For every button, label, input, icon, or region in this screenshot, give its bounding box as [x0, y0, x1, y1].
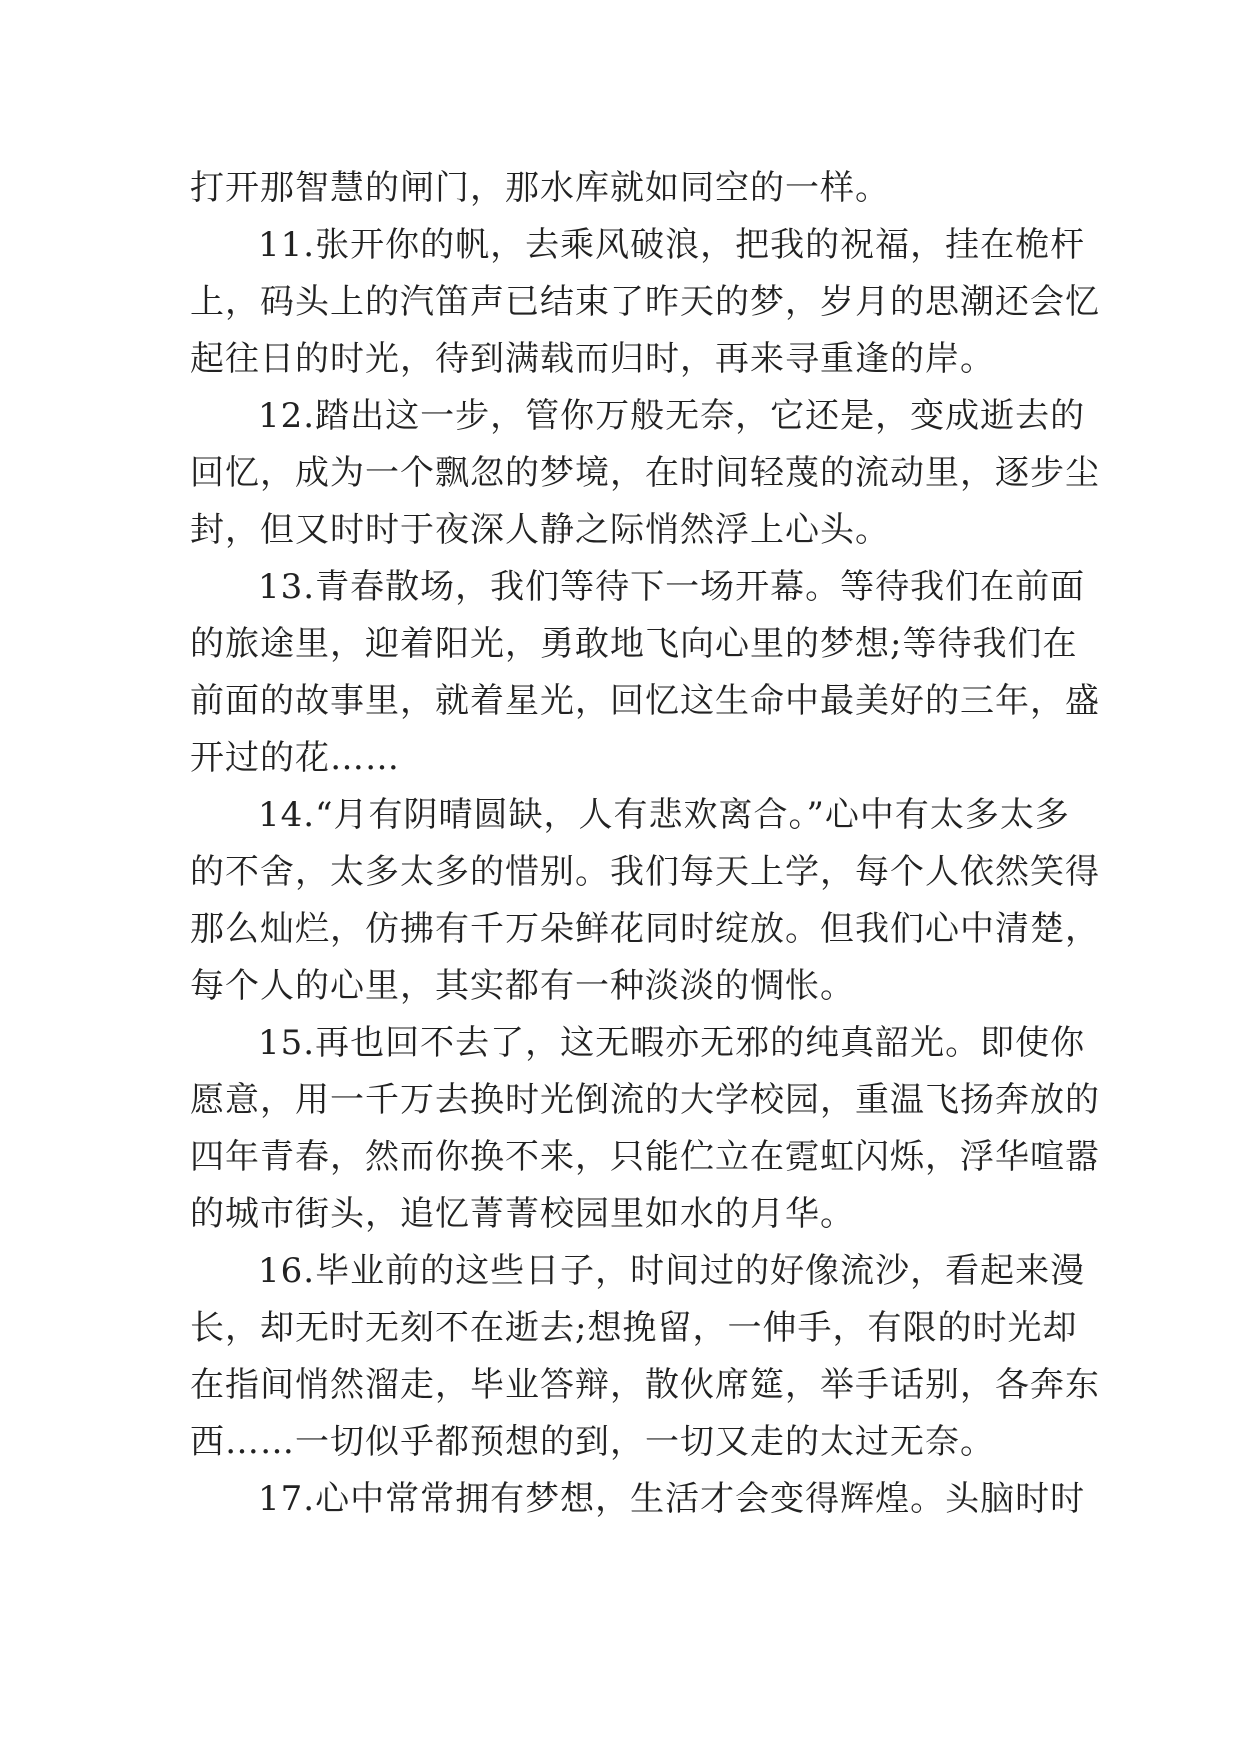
- text-line: 上，码头上的汽笛声已结束了昨天的梦，岁月的思潮还会忆: [190, 282, 1100, 322]
- text-line: 开过的花……: [190, 738, 400, 778]
- text-line: 那么灿烂，仿拂有千万朵鲜花同时绽放。但我们心中清楚，: [190, 909, 1100, 949]
- text-line: 长，却无时无刻不在逝去;想挽留，一伸手，有限的时光却: [190, 1308, 1078, 1348]
- paragraph-13-line: 13.青春散场，我们等待下一场开幕。等待我们在前面: [258, 567, 1086, 607]
- text-line: 回忆，成为一个飘忽的梦境，在时间轻蔑的流动里，逐步尘: [190, 453, 1100, 493]
- text-line: 四年青春，然而你换不来，只能伫立在霓虹闪烁，浮华喧嚣: [190, 1137, 1100, 1177]
- text-line: 打开那智慧的闸门，那水库就如同空的一样。: [190, 168, 890, 208]
- text-line: 封，但又时时于夜深人静之际悄然浮上心头。: [190, 510, 890, 550]
- paragraph-11-line: 11.张开你的帆，去乘风破浪，把我的祝福，挂在桅杆: [258, 225, 1086, 265]
- text-line: 愿意，用一千万去换时光倒流的大学校园，重温飞扬奔放的: [190, 1080, 1100, 1120]
- text-line: 起往日的时光，待到满载而归时，再来寻重逢的岸。: [190, 339, 995, 379]
- text-line: 在指间悄然溜走，毕业答辩，散伙席筵，举手话别，各奔东: [190, 1365, 1100, 1405]
- text-line: 每个人的心里，其实都有一种淡淡的惆怅。: [190, 966, 855, 1006]
- paragraph-12-line: 12.踏出这一步，管你万般无奈，它还是，变成逝去的: [258, 396, 1086, 436]
- text-line: 的旅途里，迎着阳光，勇敢地飞向心里的梦想;等待我们在: [190, 624, 1078, 664]
- paragraph-15-line: 15.再也回不去了，这无暇亦无邪的纯真韶光。即使你: [258, 1023, 1086, 1063]
- text-line: 的不舍，太多太多的惜别。我们每天上学，每个人依然笑得: [190, 852, 1100, 892]
- paragraph-16-line: 16.毕业前的这些日子，时间过的好像流沙，看起来漫: [258, 1251, 1086, 1291]
- paragraph-14-line: 14.“月有阴晴圆缺，人有悲欢离合。”心中有太多太多: [258, 795, 1070, 835]
- text-line: 西……一切似乎都预想的到，一切又走的太过无奈。: [190, 1422, 995, 1462]
- paragraph-17-line: 17.心中常常拥有梦想，生活才会变得辉煌。头脑时时: [258, 1479, 1086, 1519]
- text-line: 前面的故事里，就着星光，回忆这生命中最美好的三年，盛: [190, 681, 1100, 721]
- text-line: 的城市街头，追忆菁菁校园里如水的月华。: [190, 1194, 855, 1234]
